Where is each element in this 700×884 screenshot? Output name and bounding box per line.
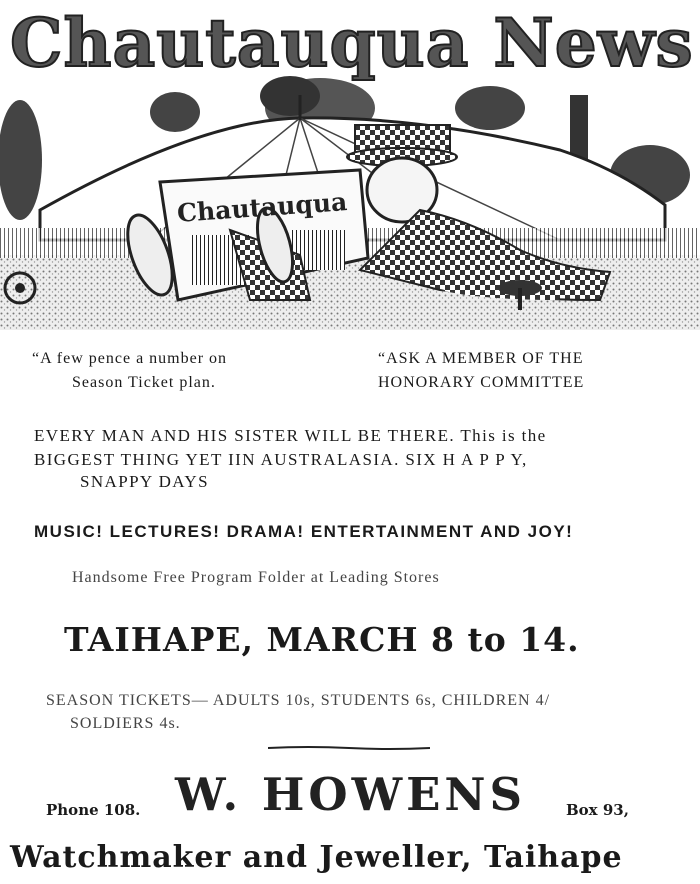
advertiser-box: Box 93,: [566, 801, 629, 819]
advertiser-name: W. HOWENS: [175, 768, 527, 821]
intro-right-line2: HONORARY COMMITTEE: [378, 374, 585, 391]
masthead-banner: [0, 0, 700, 330]
advertiser-trade: Watchmaker and Jeweller, Taihape: [10, 840, 623, 875]
announcement-line2: BIGGEST THING YET IIN AUSTRALASIA. SIX H A P P Y,: [34, 450, 528, 469]
tickets-line2: SOLDIERS 4s.: [70, 715, 181, 732]
masthead-title-part2: News: [493, 4, 694, 82]
newspaper-signboard: Chautauqua: [176, 187, 349, 228]
intro-left-line2: Season Ticket plan.: [72, 374, 216, 391]
ornamental-divider: [268, 746, 430, 750]
announcement-line1: EVERY MAN AND HIS SISTER WILL BE THERE. This is the: [34, 426, 547, 445]
tickets-line1: SEASON TICKETS— ADULTS 10s, STUDENTS 6s, CHILDREN 4/: [46, 692, 551, 709]
event-place-dates: TAIHAPE, MARCH 8 to 14.: [64, 620, 580, 659]
intro-left-line1: “A few pence a number on: [32, 350, 228, 367]
masthead-title-part1: Chautauqua: [10, 4, 470, 82]
intro-right-line1: “ASK A MEMBER OF THE: [378, 350, 584, 367]
announcement-line3: SNAPPY DAYS: [80, 472, 209, 491]
program-headline: MUSIC! LECTURES! DRAMA! ENTERTAINMENT AND JOY!: [34, 522, 574, 541]
advertiser-phone: Phone 108.: [46, 801, 141, 819]
masthead-title: [10, 4, 694, 82]
program-folder-note: Handsome Free Program Folder at Leading Stores: [72, 569, 440, 586]
